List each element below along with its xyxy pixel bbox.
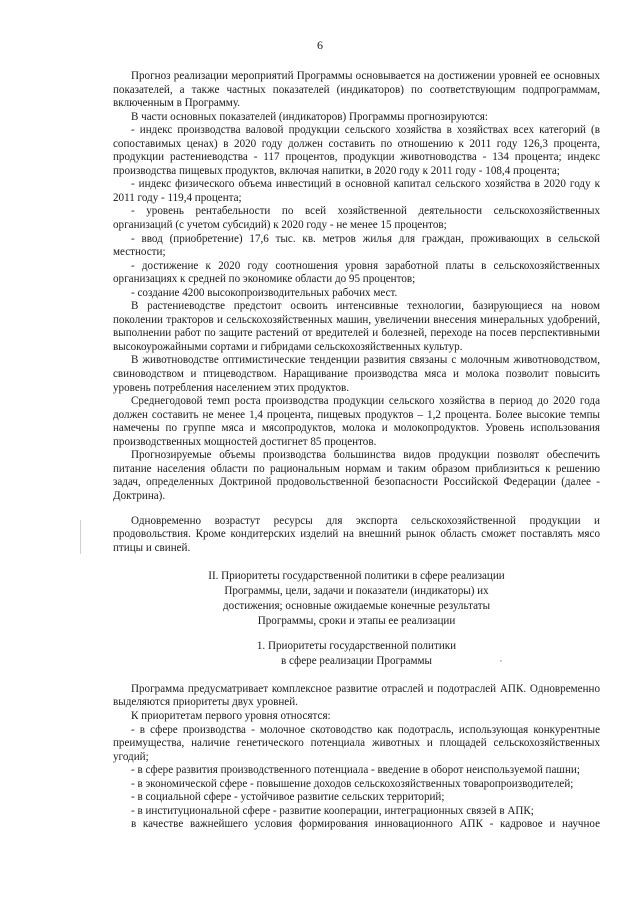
paragraph: Одновременно возрастут ресурсы для экспорта сельскохозяйственной продукции и продовольствия. Кроме кондитерских изделий на внешний рынок область сможет поставлять мясо птицы и свиней. (113, 514, 600, 554)
section-heading-line: Программы, цели, задачи и показатели (индикаторы) их (224, 584, 489, 597)
paragraph: В животноводстве оптимистические тенденции развития связаны с молочным животноводством, свиноводством и птицеводством. Наращивание производства мяса и молока позволит повысить уровень потребления населением этих продуктов. (113, 354, 600, 394)
list-item: - создание 4200 высокопроизводительных рабочих мест. (131, 286, 398, 299)
margin-mark (80, 520, 81, 554)
list-item: - достижение к 2020 году соотношения уровня заработной платы в сельскохозяйственных организациях к средней по экономике области до 95 процентов; (113, 259, 600, 286)
subsection-heading-line: 1. Приоритеты государственной политики (256, 640, 457, 653)
spacer (113, 555, 600, 569)
document-body (113, 70, 600, 832)
paragraph: Прогнозируемые объемы производства большинства видов продукции позволят обеспечить питание населения области по рациональным нормам и таким образом приблизиться к решению задач, определенных Доктриной продовольственной безопасности Российской Федерации (далее - Доктрина). (113, 449, 600, 502)
list-item: - в социальной сфере - устойчивое развитие сельских территорий; (131, 791, 445, 804)
list-item: - в экономической сфере - повышение доходов сельскохозяйственных товаропроизводителей; (131, 777, 574, 790)
paragraph: Среднегодовой темп роста производства продукции сельского хозяйства в период до 2020 года должен составить не менее 1,4 процента, пищевых продуктов – 1,2 процента. Более высокие темпы намечены по группе мяса и мясопродуктов, молока и молокопродуктов. Уровень использования производственных мощностей достигнет 85 процентов. (113, 395, 600, 448)
paragraph: Прогноз реализации мероприятий Программы основывается на достижении уровней ее основных показателей, а также частных показателей (индикаторов) по соответствующим подпрограммам, включенным в Программу. (113, 70, 600, 110)
list-item: - индекс физического объема инвестиций в основной капитал сельского хозяйства в 2020 году к 2011 году - 119,4 процента; (113, 178, 600, 204)
section-heading-line: достижения; основные ожидаемые конечные результаты (222, 599, 491, 612)
paragraph: В части основных показателей (индикаторов) Программы прогнозируются: (131, 110, 488, 123)
list-item: - индекс производства валовой продукции сельского хозяйства в хозяйствах всех категорий (в сопоставимых ценах) в 2020 году должен составить по отношению к 2011 году 126,3 процента, продукции растениеводства - 117 процентов, продукции животноводства - 134 процента; индекс производства пищевых продуктов, включая напитки, в 2020 году к 2011 году - 108,4 процента; (113, 124, 600, 177)
list-item: - в сфере производства - молочное скотоводство как подотрасль, использующая конкурентные преимущества, наличие генетического потенциала животных и площадей сельскохозяйственных угодий; (113, 723, 600, 763)
list-item: в качестве важнейшего условия формирования инновационного АПК - кадровое и научное (131, 818, 600, 831)
section-heading (113, 569, 600, 628)
section-heading-line: Программы, сроки и этапы ее реализации (257, 614, 456, 627)
subsection-heading (113, 639, 600, 669)
paragraph: К приоритетам первого уровня относятся: (131, 710, 331, 723)
spacer (113, 504, 600, 515)
page-number: 6 (317, 38, 323, 52)
paragraph: Программа предусматривает комплексное развитие отраслей и подотраслей АПК. Одновременно выделяются приоритеты двух уровней. (113, 682, 600, 709)
list-item: - уровень рентабельности по всей хозяйственной деятельности сельскохозяйственных организаций (с учетом субсидий) к 2020 году - не менее 15 процентов; (113, 205, 600, 232)
paragraph: В растениеводстве предстоит освоить интенсивные технологии, базирующиеся на новом поколении тракторов и сельскохозяйственных машин, увеличении внесения минеральных удобрений, выполнении работ по защите растений от вредителей и болезней, переходе на посев перспективными высокоурожайными сортами и гибридами сельскохозяйственных культур. (113, 300, 600, 353)
spacer (113, 628, 600, 639)
list-item: - ввод (приобретение) 17,6 тыс. кв. метров жилья для граждан, проживающих в сельской местности; (113, 232, 600, 259)
list-item: - в сфере развития производственного потенциала - введение в оборот неиспользуемой пашни; (131, 764, 580, 777)
spacer (113, 669, 600, 683)
section-heading-line: II. Приоритеты государственной политики в сфере реализации (208, 570, 505, 583)
list-item: - в институциональной сфере - развитие кооперации, интеграционных связей в АПК; (131, 804, 534, 817)
subsection-heading-line: в сфере реализации Программы (280, 655, 433, 668)
